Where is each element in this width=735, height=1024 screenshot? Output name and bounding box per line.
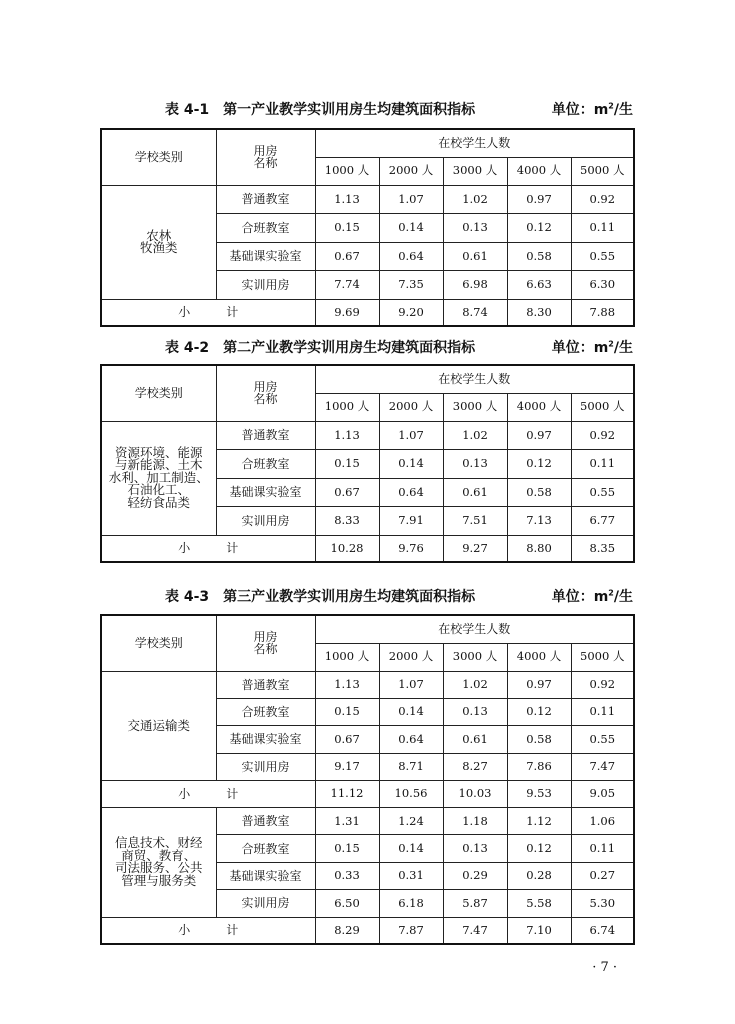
area-value: 0.15 [315, 450, 379, 479]
area-value: 1.31 [315, 808, 379, 835]
header-enrollment: 在校学生人数 [315, 365, 634, 393]
area-value: 1.06 [571, 808, 634, 835]
school-category-line: 牧渔类 [139, 240, 178, 255]
area-value: 0.12 [507, 214, 571, 243]
header-size: 1000 人 [315, 393, 379, 421]
area-value: 0.28 [507, 862, 571, 889]
header-size: 1000 人 [315, 157, 379, 185]
area-value: 0.61 [443, 242, 507, 271]
header-school-category: 学校类别 [101, 615, 216, 671]
unit-superscript: 2 [608, 339, 614, 349]
area-value: 0.11 [571, 214, 634, 243]
area-value: 6.30 [571, 271, 634, 300]
area-value: 0.67 [315, 242, 379, 271]
subtotal-value: 8.80 [507, 535, 571, 562]
area-value: 1.07 [379, 671, 443, 698]
room-name: 合班教室 [216, 835, 315, 862]
area-value: 7.74 [315, 271, 379, 300]
area-value: 1.02 [443, 421, 507, 450]
area-value: 0.11 [571, 835, 634, 862]
room-name: 实训用房 [216, 507, 315, 536]
area-value: 0.58 [507, 478, 571, 507]
header-room-name [216, 365, 315, 421]
area-value: 7.91 [379, 507, 443, 536]
header-size: 4000 人 [507, 393, 571, 421]
subtotal-char: 小 [178, 541, 191, 556]
unit-tail: /生 [613, 102, 633, 118]
area-value: 0.14 [379, 698, 443, 725]
subtotal-value: 9.76 [379, 535, 443, 562]
area-value: 0.55 [571, 478, 634, 507]
unit-text: 单位：m [551, 589, 609, 605]
subtotal-value: 8.29 [315, 917, 379, 944]
area-value: 0.12 [507, 698, 571, 725]
area-value: 0.13 [443, 214, 507, 243]
subtotal-text [178, 541, 238, 555]
subtotal-row [101, 917, 634, 944]
table-number: 表 4-3 [165, 589, 210, 605]
area-value: 0.29 [443, 862, 507, 889]
area-value: 0.64 [379, 242, 443, 271]
subtotal-value: 7.10 [507, 917, 571, 944]
room-name: 普通教室 [216, 185, 315, 214]
area-value: 0.92 [571, 671, 634, 698]
subtotal-value: 10.28 [315, 535, 379, 562]
area-value: 1.12 [507, 808, 571, 835]
header-room-line: 名称 [253, 642, 278, 657]
subtotal-char: 计 [226, 541, 239, 556]
table-title-text: 第一产业教学实训用房生均建筑面积指标 [223, 102, 476, 118]
header-size: 5000 人 [571, 393, 634, 421]
subtotal-value: 7.87 [379, 917, 443, 944]
subtotal-text [178, 787, 238, 801]
area-value: 0.97 [507, 671, 571, 698]
area-value: 0.14 [379, 835, 443, 862]
room-name: 实训用房 [216, 753, 315, 780]
school-category-line: 信息技术、财经 [114, 835, 203, 851]
subtotal-value: 6.74 [571, 917, 634, 944]
school-category-line: 交通运输类 [127, 717, 190, 733]
subtotal-char: 计 [226, 787, 239, 802]
room-name: 普通教室 [216, 671, 315, 698]
area-value: 0.11 [571, 450, 634, 479]
room-name: 实训用房 [216, 890, 315, 917]
table-row [101, 421, 634, 450]
area-value: 7.51 [443, 507, 507, 536]
area-value: 1.02 [443, 671, 507, 698]
header-size: 5000 人 [571, 643, 634, 671]
header-size: 1000 人 [315, 643, 379, 671]
area-value: 0.97 [507, 185, 571, 214]
subtotal-char: 计 [226, 923, 239, 938]
header-size: 3000 人 [443, 643, 507, 671]
page-number: · 7 · [592, 960, 617, 975]
area-value: 0.15 [315, 214, 379, 243]
area-index-table [100, 364, 635, 563]
subtotal-char: 计 [226, 305, 239, 320]
area-value: 0.11 [571, 698, 634, 725]
subtotal-value: 8.74 [443, 299, 507, 326]
school-category-line: 农林 [146, 227, 172, 243]
header-size: 5000 人 [571, 157, 634, 185]
header-row [101, 615, 634, 643]
table-title [165, 99, 475, 119]
area-index-table [100, 128, 635, 327]
subtotal-value: 9.20 [379, 299, 443, 326]
subtotal-row [101, 535, 634, 562]
area-value: 0.12 [507, 835, 571, 862]
room-name: 基础课实验室 [216, 862, 315, 889]
header-enrollment: 在校学生人数 [315, 615, 634, 643]
area-value: 6.63 [507, 271, 571, 300]
area-value: 0.61 [443, 478, 507, 507]
area-value: 8.33 [315, 507, 379, 536]
header-room-line: 用房 [253, 630, 278, 645]
area-value: 0.64 [379, 478, 443, 507]
table-title-text: 第三产业教学实训用房生均建筑面积指标 [223, 589, 476, 605]
subtotal-char: 小 [178, 787, 191, 802]
area-value: 0.64 [379, 726, 443, 753]
school-category-line: 石油化工、 [127, 482, 190, 498]
area-value: 0.92 [571, 185, 634, 214]
room-name: 合班教室 [216, 214, 315, 243]
subtotal-char: 小 [178, 923, 191, 938]
area-value: 6.50 [315, 890, 379, 917]
table-title [165, 586, 475, 606]
header-room-line: 名称 [253, 156, 278, 171]
header-size: 2000 人 [379, 157, 443, 185]
area-value: 1.07 [379, 421, 443, 450]
header-size: 2000 人 [379, 393, 443, 421]
table-title [165, 337, 475, 357]
subtotal-value: 9.69 [315, 299, 379, 326]
area-value: 5.30 [571, 890, 634, 917]
subtotal-row [101, 299, 634, 326]
school-category-line: 水利、加工制造、 [108, 469, 209, 485]
unit-superscript: 2 [608, 588, 614, 598]
table-row [101, 808, 634, 835]
room-name: 合班教室 [216, 698, 315, 725]
subtotal-value: 9.53 [507, 781, 571, 808]
area-value: 6.18 [379, 890, 443, 917]
header-enrollment: 在校学生人数 [315, 129, 634, 157]
area-value: 0.55 [571, 726, 634, 753]
area-value: 0.13 [443, 698, 507, 725]
header-size: 4000 人 [507, 157, 571, 185]
subtotal-label [101, 299, 315, 326]
area-value: 0.13 [443, 450, 507, 479]
school-category [101, 671, 216, 781]
school-category-line: 司法服务、公共 [114, 860, 203, 876]
school-category [101, 421, 216, 535]
table-row [101, 671, 634, 698]
area-value: 7.47 [571, 753, 634, 780]
area-value: 0.15 [315, 835, 379, 862]
header-row [101, 129, 634, 157]
area-value: 6.77 [571, 507, 634, 536]
subtotal-label [101, 781, 315, 808]
area-index-table [100, 614, 635, 945]
area-value: 1.13 [315, 671, 379, 698]
area-value: 0.15 [315, 698, 379, 725]
table-number: 表 4-1 [165, 102, 210, 118]
area-value: 0.92 [571, 421, 634, 450]
school-category-line: 管理与服务类 [121, 872, 197, 888]
school-category-line: 资源环境、能源 [114, 444, 203, 460]
table-caption [100, 335, 633, 357]
area-value: 0.67 [315, 726, 379, 753]
subtotal-row [101, 781, 634, 808]
subtotal-text [178, 305, 238, 319]
title-gap [209, 589, 223, 605]
subtotal-value: 7.47 [443, 917, 507, 944]
room-name: 基础课实验室 [216, 478, 315, 507]
room-name: 合班教室 [216, 450, 315, 479]
area-value: 5.58 [507, 890, 571, 917]
area-value: 1.13 [315, 185, 379, 214]
header-room-line: 用房 [253, 380, 278, 395]
header-room-name [216, 129, 315, 185]
title-gap [209, 340, 223, 356]
unit-text: 单位：m [551, 340, 609, 356]
subtotal-value: 9.05 [571, 781, 634, 808]
subtotal-value: 9.27 [443, 535, 507, 562]
room-name: 普通教室 [216, 808, 315, 835]
area-value: 0.14 [379, 450, 443, 479]
area-value: 6.98 [443, 271, 507, 300]
room-name: 基础课实验室 [216, 242, 315, 271]
header-school-category: 学校类别 [101, 129, 216, 185]
room-name: 实训用房 [216, 271, 315, 300]
area-value: 8.71 [379, 753, 443, 780]
area-value: 0.58 [507, 726, 571, 753]
title-gap [209, 102, 223, 118]
school-category-line: 商贸、教育、 [121, 847, 197, 863]
subtotal-value: 8.35 [571, 535, 634, 562]
subtotal-text [178, 923, 238, 937]
unit-label [552, 337, 633, 357]
subtotal-value: 7.88 [571, 299, 634, 326]
area-value: 0.31 [379, 862, 443, 889]
unit-text: 单位：m [551, 102, 609, 118]
area-value: 1.07 [379, 185, 443, 214]
area-value: 0.12 [507, 450, 571, 479]
area-value: 1.18 [443, 808, 507, 835]
room-name: 基础课实验室 [216, 726, 315, 753]
table-row [101, 185, 634, 214]
area-value: 0.14 [379, 214, 443, 243]
area-value: 1.24 [379, 808, 443, 835]
header-school-category: 学校类别 [101, 365, 216, 421]
area-value: 7.86 [507, 753, 571, 780]
area-value: 0.61 [443, 726, 507, 753]
subtotal-value: 8.30 [507, 299, 571, 326]
unit-tail: /生 [613, 589, 633, 605]
table-caption [100, 584, 633, 606]
unit-tail: /生 [613, 340, 633, 356]
school-category-line: 轻纺食品类 [127, 494, 190, 510]
area-value: 1.13 [315, 421, 379, 450]
area-value: 0.27 [571, 862, 634, 889]
area-value: 7.35 [379, 271, 443, 300]
subtotal-value: 11.12 [315, 781, 379, 808]
area-value: 0.67 [315, 478, 379, 507]
area-value: 9.17 [315, 753, 379, 780]
table-number: 表 4-2 [165, 340, 210, 356]
subtotal-value: 10.56 [379, 781, 443, 808]
area-value: 5.87 [443, 890, 507, 917]
table-caption [100, 97, 633, 119]
unit-label [552, 99, 633, 119]
school-category-line: 与新能源、土木 [114, 457, 203, 473]
area-value: 0.55 [571, 242, 634, 271]
subtotal-value: 10.03 [443, 781, 507, 808]
area-value: 8.27 [443, 753, 507, 780]
subtotal-char: 小 [178, 305, 191, 320]
school-category [101, 808, 216, 918]
header-size: 3000 人 [443, 157, 507, 185]
area-value: 0.97 [507, 421, 571, 450]
school-category [101, 185, 216, 299]
room-name: 普通教室 [216, 421, 315, 450]
subtotal-label [101, 917, 315, 944]
area-value: 0.58 [507, 242, 571, 271]
unit-label [552, 586, 633, 606]
area-value: 0.33 [315, 862, 379, 889]
header-row [101, 365, 634, 393]
header-size: 2000 人 [379, 643, 443, 671]
header-size: 3000 人 [443, 393, 507, 421]
table-title-text: 第二产业教学实训用房生均建筑面积指标 [223, 340, 476, 356]
area-value: 1.02 [443, 185, 507, 214]
header-room-name [216, 615, 315, 671]
subtotal-label [101, 535, 315, 562]
unit-superscript: 2 [608, 101, 614, 111]
header-room-line: 名称 [253, 392, 278, 407]
area-value: 0.13 [443, 835, 507, 862]
header-size: 4000 人 [507, 643, 571, 671]
area-value: 7.13 [507, 507, 571, 536]
header-room-line: 用房 [253, 144, 278, 159]
